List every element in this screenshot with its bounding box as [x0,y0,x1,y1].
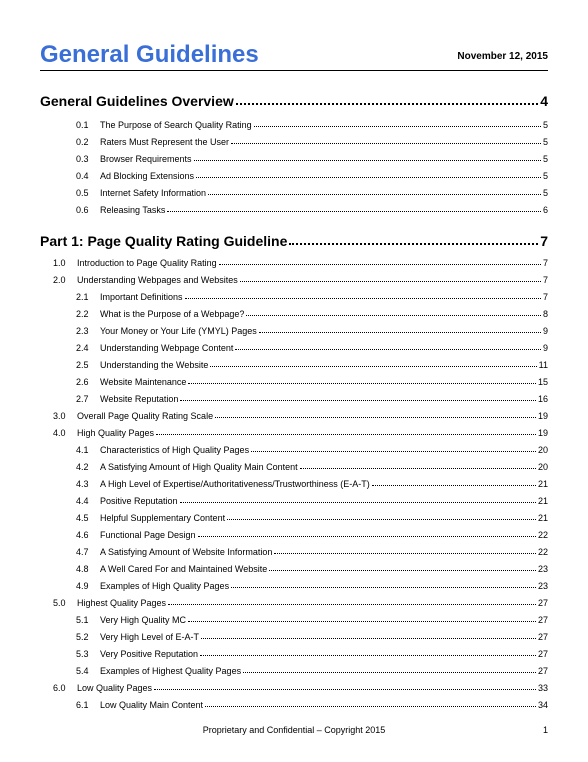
toc-number: 2.4 [76,343,89,353]
toc-number: 4.6 [76,530,89,540]
dot-leader [243,672,536,673]
toc-entry[interactable] [40,608,548,625]
page-footer [40,725,548,739]
document-date: November 12, 2015 [457,51,548,62]
toc-number: 2.6 [76,377,89,387]
toc-label: Your Money or Your Life (YMYL) Pages [100,326,257,336]
toc-entry[interactable] [40,130,548,147]
toc-label: Part 1: Page Quality Rating Guideline [40,233,288,249]
toc-page-number: 21 [537,479,548,489]
toc-entry[interactable] [40,147,548,164]
toc-number: 2.7 [76,394,89,404]
toc-section[interactable] [40,676,548,693]
toc-label: Important Definitions [100,292,183,302]
toc-page-number: 19 [537,428,548,438]
toc-entry[interactable] [40,113,548,130]
toc-page-number: 27 [537,666,548,676]
dot-leader [251,451,536,452]
toc-entry[interactable] [40,625,548,642]
toc-number: 4.7 [76,547,89,557]
toc-label: A High Level of Expertise/Authoritativeness/Trustworthiness (E-A-T) [100,479,370,489]
toc-page-number: 23 [537,581,548,591]
toc-label: Highest Quality Pages [77,598,167,608]
toc-heading-part1[interactable] [40,227,548,249]
dot-leader [168,604,536,605]
toc-section[interactable] [40,404,548,421]
toc-page-number: 34 [537,700,548,710]
dot-leader [156,434,536,435]
dot-leader [205,706,536,707]
toc-page-number: 23 [537,564,548,574]
toc-label: The Purpose of Search Quality Rating [100,120,252,130]
toc-label: Browser Requirements [100,154,192,164]
toc-entry[interactable] [40,302,548,319]
toc-page-number: 4 [540,93,548,109]
dot-leader [227,519,536,520]
toc-section[interactable] [40,421,548,438]
toc-page-number: 5 [542,120,548,130]
dot-leader [240,281,541,282]
toc-page-number: 9 [542,326,548,336]
toc-page-number: 5 [542,154,548,164]
dot-leader [196,177,541,178]
toc-number: 5.0 [53,598,66,608]
toc-entry[interactable] [40,659,548,676]
toc-page-number: 21 [537,513,548,523]
toc-number: 3.0 [53,411,66,421]
toc-entry[interactable] [40,557,548,574]
toc-label: A Well Cared For and Maintained Website [100,564,268,574]
toc-number: 4.4 [76,496,89,506]
toc-page-number: 6 [542,205,548,215]
toc-page-number: 20 [537,445,548,455]
toc-label: Introduction to Page Quality Rating [77,258,217,268]
toc-entry[interactable] [40,370,548,387]
toc-number: 5.1 [76,615,89,625]
toc-page-number: 5 [542,137,548,147]
toc-page-number: 7 [540,233,548,249]
toc-page-number: 5 [542,188,548,198]
toc-label: Overall Page Quality Rating Scale [77,411,214,421]
dot-leader [180,400,536,401]
toc-page-number: 27 [537,649,548,659]
dot-leader [300,468,536,469]
toc-entry[interactable] [40,489,548,506]
toc-number: 0.1 [76,120,89,130]
dot-leader [231,143,541,144]
toc-label: Raters Must Represent the User [100,137,230,147]
toc-section[interactable] [40,268,548,285]
toc-page-number: 7 [542,292,548,302]
dot-leader [188,621,536,622]
toc-entry[interactable] [40,353,548,370]
toc-number: 4.3 [76,479,89,489]
toc-entry[interactable] [40,574,548,591]
toc-number: 6.1 [76,700,89,710]
toc-entry[interactable] [40,472,548,489]
toc-label: Very Positive Reputation [100,649,199,659]
toc-number: 2.5 [76,360,89,370]
toc-entry[interactable] [40,438,548,455]
toc-number: 4.2 [76,462,89,472]
toc-page-number: 19 [537,411,548,421]
toc-number: 2.3 [76,326,89,336]
document-title: General Guidelines [40,41,259,68]
toc-page-number: 8 [542,309,548,319]
toc-number: 0.4 [76,171,89,181]
toc-page-number: 20 [537,462,548,472]
toc-section[interactable] [40,251,548,268]
toc-number: 2.2 [76,309,89,319]
toc-entry[interactable] [40,285,548,302]
toc-page-number: 33 [537,683,548,693]
dot-leader [235,349,541,350]
toc-label: High Quality Pages [77,428,155,438]
toc-number: 5.4 [76,666,89,676]
dot-leader [201,638,536,639]
toc-page-number: 9 [542,343,548,353]
dot-leader [200,655,536,656]
dot-leader [154,689,536,690]
toc-page-number: 27 [537,632,548,642]
toc-label: Ad Blocking Extensions [100,171,195,181]
header-rule [40,70,548,71]
dot-leader [215,417,536,418]
dot-leader [231,587,536,588]
toc-label: Releasing Tasks [100,205,166,215]
toc-entry[interactable] [40,693,548,710]
toc-entry[interactable] [40,642,548,659]
toc-label: Low Quality Pages [77,683,153,693]
toc-page-number: 7 [542,275,548,285]
toc-page-number: 22 [537,530,548,540]
toc-page-number: 7 [542,258,548,268]
toc-page-number: 15 [537,377,548,387]
toc-number: 2.0 [53,275,66,285]
toc-number: 0.3 [76,154,89,164]
toc-label: Low Quality Main Content [100,700,204,710]
toc-label: Website Maintenance [100,377,187,387]
toc-section[interactable] [40,591,548,608]
dot-leader [372,485,536,486]
toc-label: Examples of High Quality Pages [100,581,230,591]
dot-leader [210,366,536,367]
toc-label: Helpful Supplementary Content [100,513,226,523]
toc-label: Website Reputation [100,394,179,404]
toc-number: 4.1 [76,445,89,455]
dot-leader [219,264,541,265]
page-header [40,40,548,80]
toc-page-number: 16 [537,394,548,404]
toc-number: 4.5 [76,513,89,523]
dot-leader [198,536,536,537]
toc-entry[interactable] [40,198,548,215]
toc-number: 0.2 [76,137,89,147]
toc-label: Characteristics of High Quality Pages [100,445,250,455]
toc-heading-overview[interactable] [40,87,548,109]
toc-label: A Satisfying Amount of High Quality Main Content [100,462,298,472]
toc-label: What is the Purpose of a Webpage? [100,309,245,319]
toc-number: 0.5 [76,188,89,198]
toc-entry[interactable] [40,540,548,557]
toc-entry[interactable] [40,164,548,181]
dot-leader [185,298,541,299]
toc-page-number: 11 [538,360,548,370]
toc-number: 0.6 [76,205,89,215]
toc-number: 5.2 [76,632,89,642]
dot-leader [259,332,541,333]
footer-copyright: Proprietary and Confidential – Copyright 2015 [202,725,386,735]
toc-number: 1.0 [53,258,66,268]
toc-label: Very High Level of E-A-T [100,632,200,642]
toc-number: 4.9 [76,581,89,591]
toc-entry[interactable] [40,506,548,523]
toc-page-number: 21 [537,496,548,506]
toc-entry[interactable] [40,523,548,540]
toc-entry[interactable] [40,319,548,336]
table-of-contents [40,87,548,710]
toc-label: Positive Reputation [100,496,178,506]
toc-entry[interactable] [40,336,548,353]
dot-leader [167,211,541,212]
toc-page-number: 27 [537,598,548,608]
dot-leader [194,160,541,161]
toc-number: 4.0 [53,428,66,438]
toc-entry[interactable] [40,181,548,198]
toc-label: General Guidelines Overview [40,93,234,109]
toc-entry[interactable] [40,387,548,404]
toc-number: 5.3 [76,649,89,659]
toc-label: Functional Page Design [100,530,196,540]
dot-leader [188,383,536,384]
dot-leader [208,194,541,195]
toc-label: Internet Safety Information [100,188,207,198]
toc-label: Understanding Webpage Content [100,343,234,353]
dot-leader [289,243,538,245]
dot-leader [236,103,538,105]
toc-number: 6.0 [53,683,66,693]
toc-number: 4.8 [76,564,89,574]
toc-entry[interactable] [40,455,548,472]
dot-leader [274,553,536,554]
dot-leader [254,126,541,127]
toc-number: 2.1 [76,292,89,302]
dot-leader [180,502,536,503]
toc-page-number: 22 [537,547,548,557]
dot-leader [246,315,541,316]
toc-page-number: 5 [542,171,548,181]
toc-page-number: 27 [537,615,548,625]
toc-label: A Satisfying Amount of Website Information [100,547,273,557]
toc-label: Understanding Webpages and Websites [77,275,238,285]
footer-page-number: 1 [542,725,548,735]
dot-leader [269,570,536,571]
toc-label: Understanding the Website [100,360,209,370]
toc-label: Very High Quality MC [100,615,187,625]
toc-label: Examples of Highest Quality Pages [100,666,242,676]
